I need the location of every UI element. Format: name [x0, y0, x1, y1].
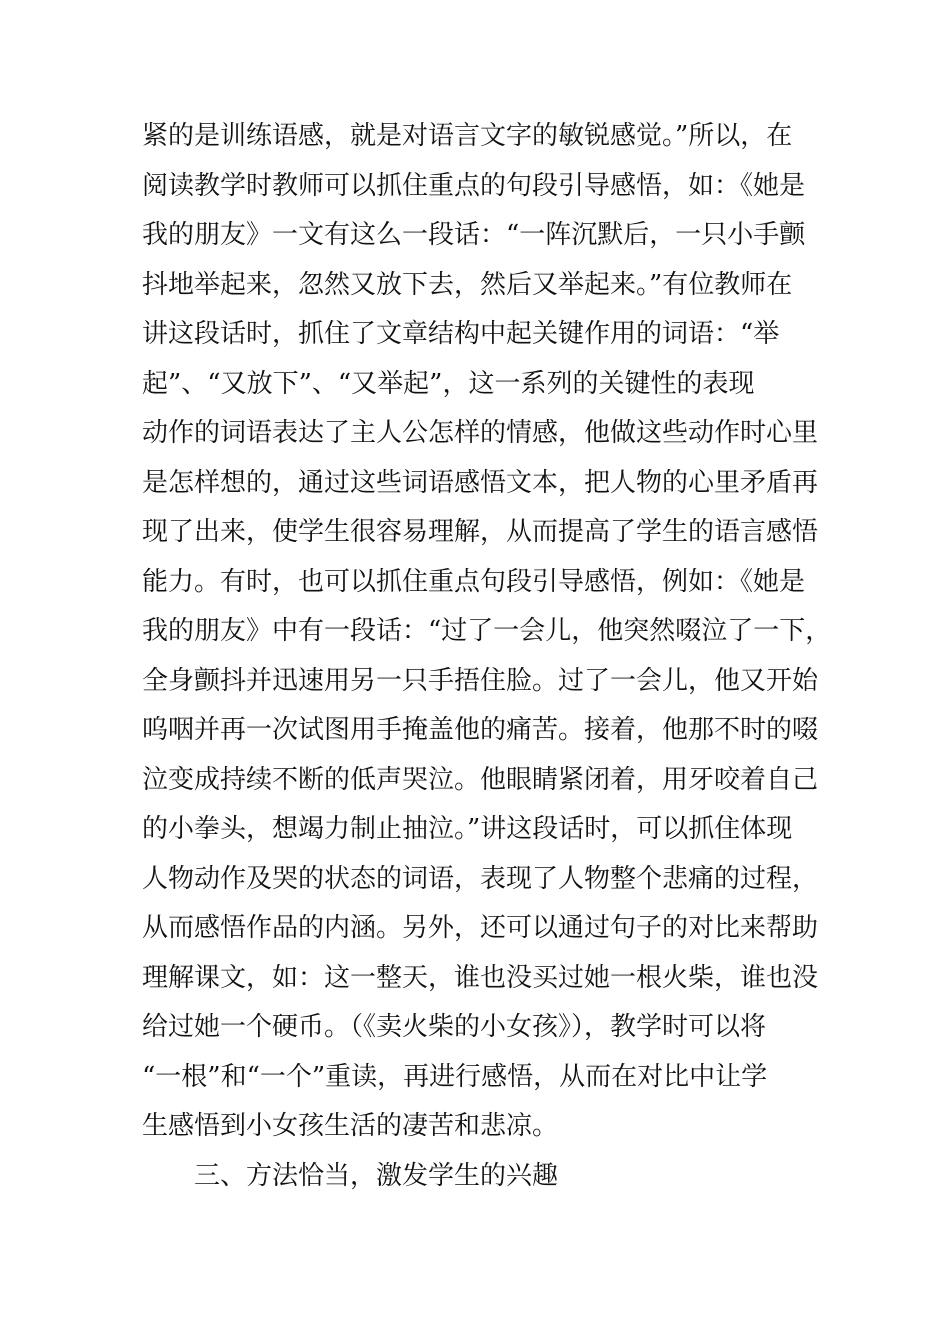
text-line-2: 阅读教学时教师可以抓住重点的句段引导感悟，如：《她是	[142, 170, 806, 201]
text-line-13: 呜咽并再一次试图用手掩盖他的痛苦。接着，他那不时的啜	[142, 715, 819, 745]
text-line-8: 是怎样想的，通过这些词语感悟文本，把人物的心里矛盾再	[142, 467, 819, 498]
section-heading: 三、方法恰当，激发学生的兴趣	[194, 1160, 559, 1191]
text-line-16: 人物动作及哭的状态的词语，表现了人物整个悲痛的过程，	[142, 863, 819, 894]
text-line-9: 现了出来，使学生很容易理解，从而提高了学生的语言感悟	[142, 517, 819, 547]
text-line-20: “一根”和“一个”重读，再进行感悟，从而在对比中让学	[142, 1061, 768, 1092]
text-line-6: 起”、“又放下”、“又举起”，这一系列的关键性的表现	[142, 368, 755, 399]
text-line-14: 泣变成持续不断的低声哭泣。他眼睛紧闭着，用牙咬着自己	[142, 764, 819, 795]
text-line-18: 理解课文，如：这一整天，谁也没买过她一根火柴，谁也没	[142, 962, 819, 993]
text-line-5: 讲这段话时，抓住了文章结构中起关键作用的词语：“举	[142, 319, 780, 349]
body-text	[142, 112, 842, 1201]
text-line-10: 能力。有时，也可以抓住重点句段引导感悟，例如：《她是	[142, 566, 806, 597]
text-line-7: 动作的词语表达了主人公怎样的情感，他做这些动作时心里	[142, 418, 819, 448]
text-line-1: 紧的是训练语感，就是对语言文字的敏锐感觉。”所以，在	[142, 121, 793, 151]
text-line-17: 从而感悟作品的内涵。另外，还可以通过句子的对比来帮助	[142, 913, 819, 943]
text-line-21: 生感悟到小女孩生活的凄苦和悲凉。	[142, 1111, 559, 1141]
text-line-15: 的小拳头，想竭力制止抽泣。”讲这段话时，可以抓住体现	[142, 814, 793, 844]
text-line-19: 给过她一个硬币。（《卖火柴的小女孩》），教学时可以将	[142, 1012, 767, 1042]
text-line-11: 我的朋友》中有一段话：“过了一会儿，他突然啜泣了一下，	[142, 616, 832, 646]
text-line-3: 我的朋友》一文有这么一段话：“一阵沉默后，一只小手颤	[142, 220, 806, 250]
text-line-12: 全身颤抖并迅速用另一只手捂住脸。过了一会儿，他又开始	[142, 665, 819, 696]
text-line-4: 抖地举起来，忽然又放下去，然后又举起来。”有位教师在	[142, 269, 793, 300]
